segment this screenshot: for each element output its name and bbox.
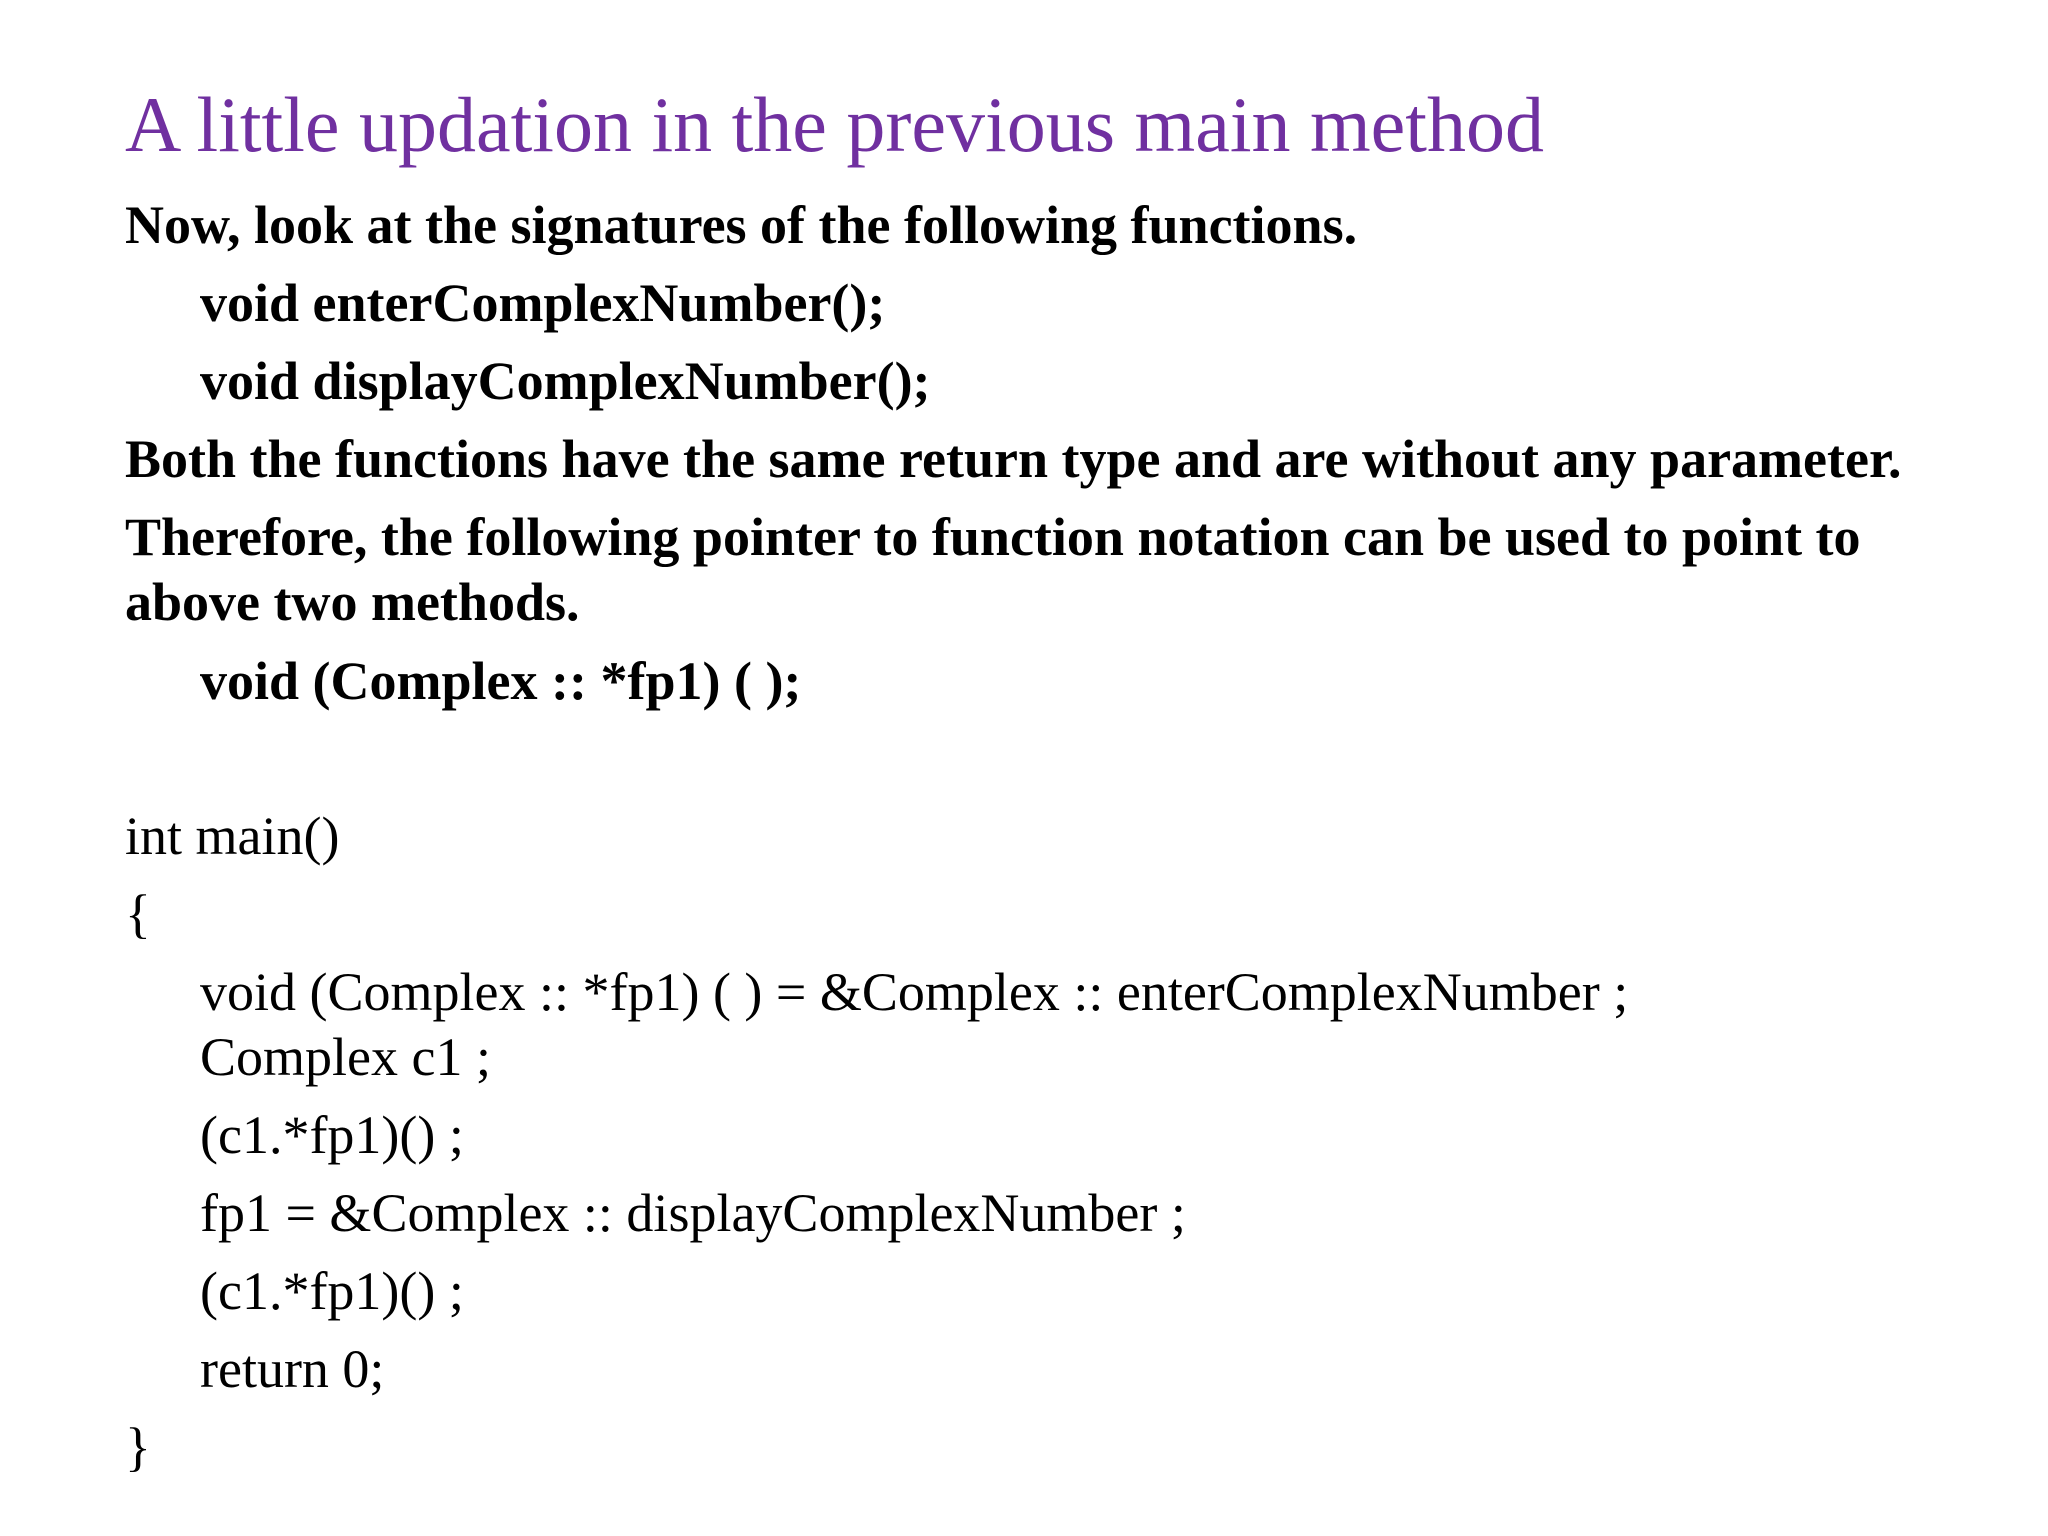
code-open-brace: { [125,884,151,944]
signature-enter: void enterComplexNumber(); [200,273,886,333]
pointer-declaration: void (Complex :: *fp1) ( ); [200,651,802,711]
code-statement-2: Complex c1 ; [200,1027,491,1087]
code-statement-3: (c1.*fp1)() ; [200,1105,464,1165]
intro-line-3a: Therefore, the following pointer to function notation can be used to point to [125,507,1861,567]
code-statement-4: fp1 = &Complex :: displayComplexNumber ; [200,1183,1186,1243]
intro-line-2: Both the functions have the same return type and are without any parameter. [125,429,1902,489]
code-main-signature: int main() [125,806,340,866]
signature-display: void displayComplexNumber(); [200,351,931,411]
slide-title: A little updation in the previous main method [125,81,1544,168]
code-statement-6: return 0; [200,1339,385,1399]
code-statement-5: (c1.*fp1)() ; [200,1261,464,1321]
code-close-brace: } [125,1417,151,1477]
code-statement-1: void (Complex :: *fp1) ( ) = &Complex :: enterComplexNumber ; [200,962,1629,1022]
intro-line-3b: above two methods. [125,572,580,632]
intro-line-1: Now, look at the signatures of the following functions. [125,195,1358,255]
